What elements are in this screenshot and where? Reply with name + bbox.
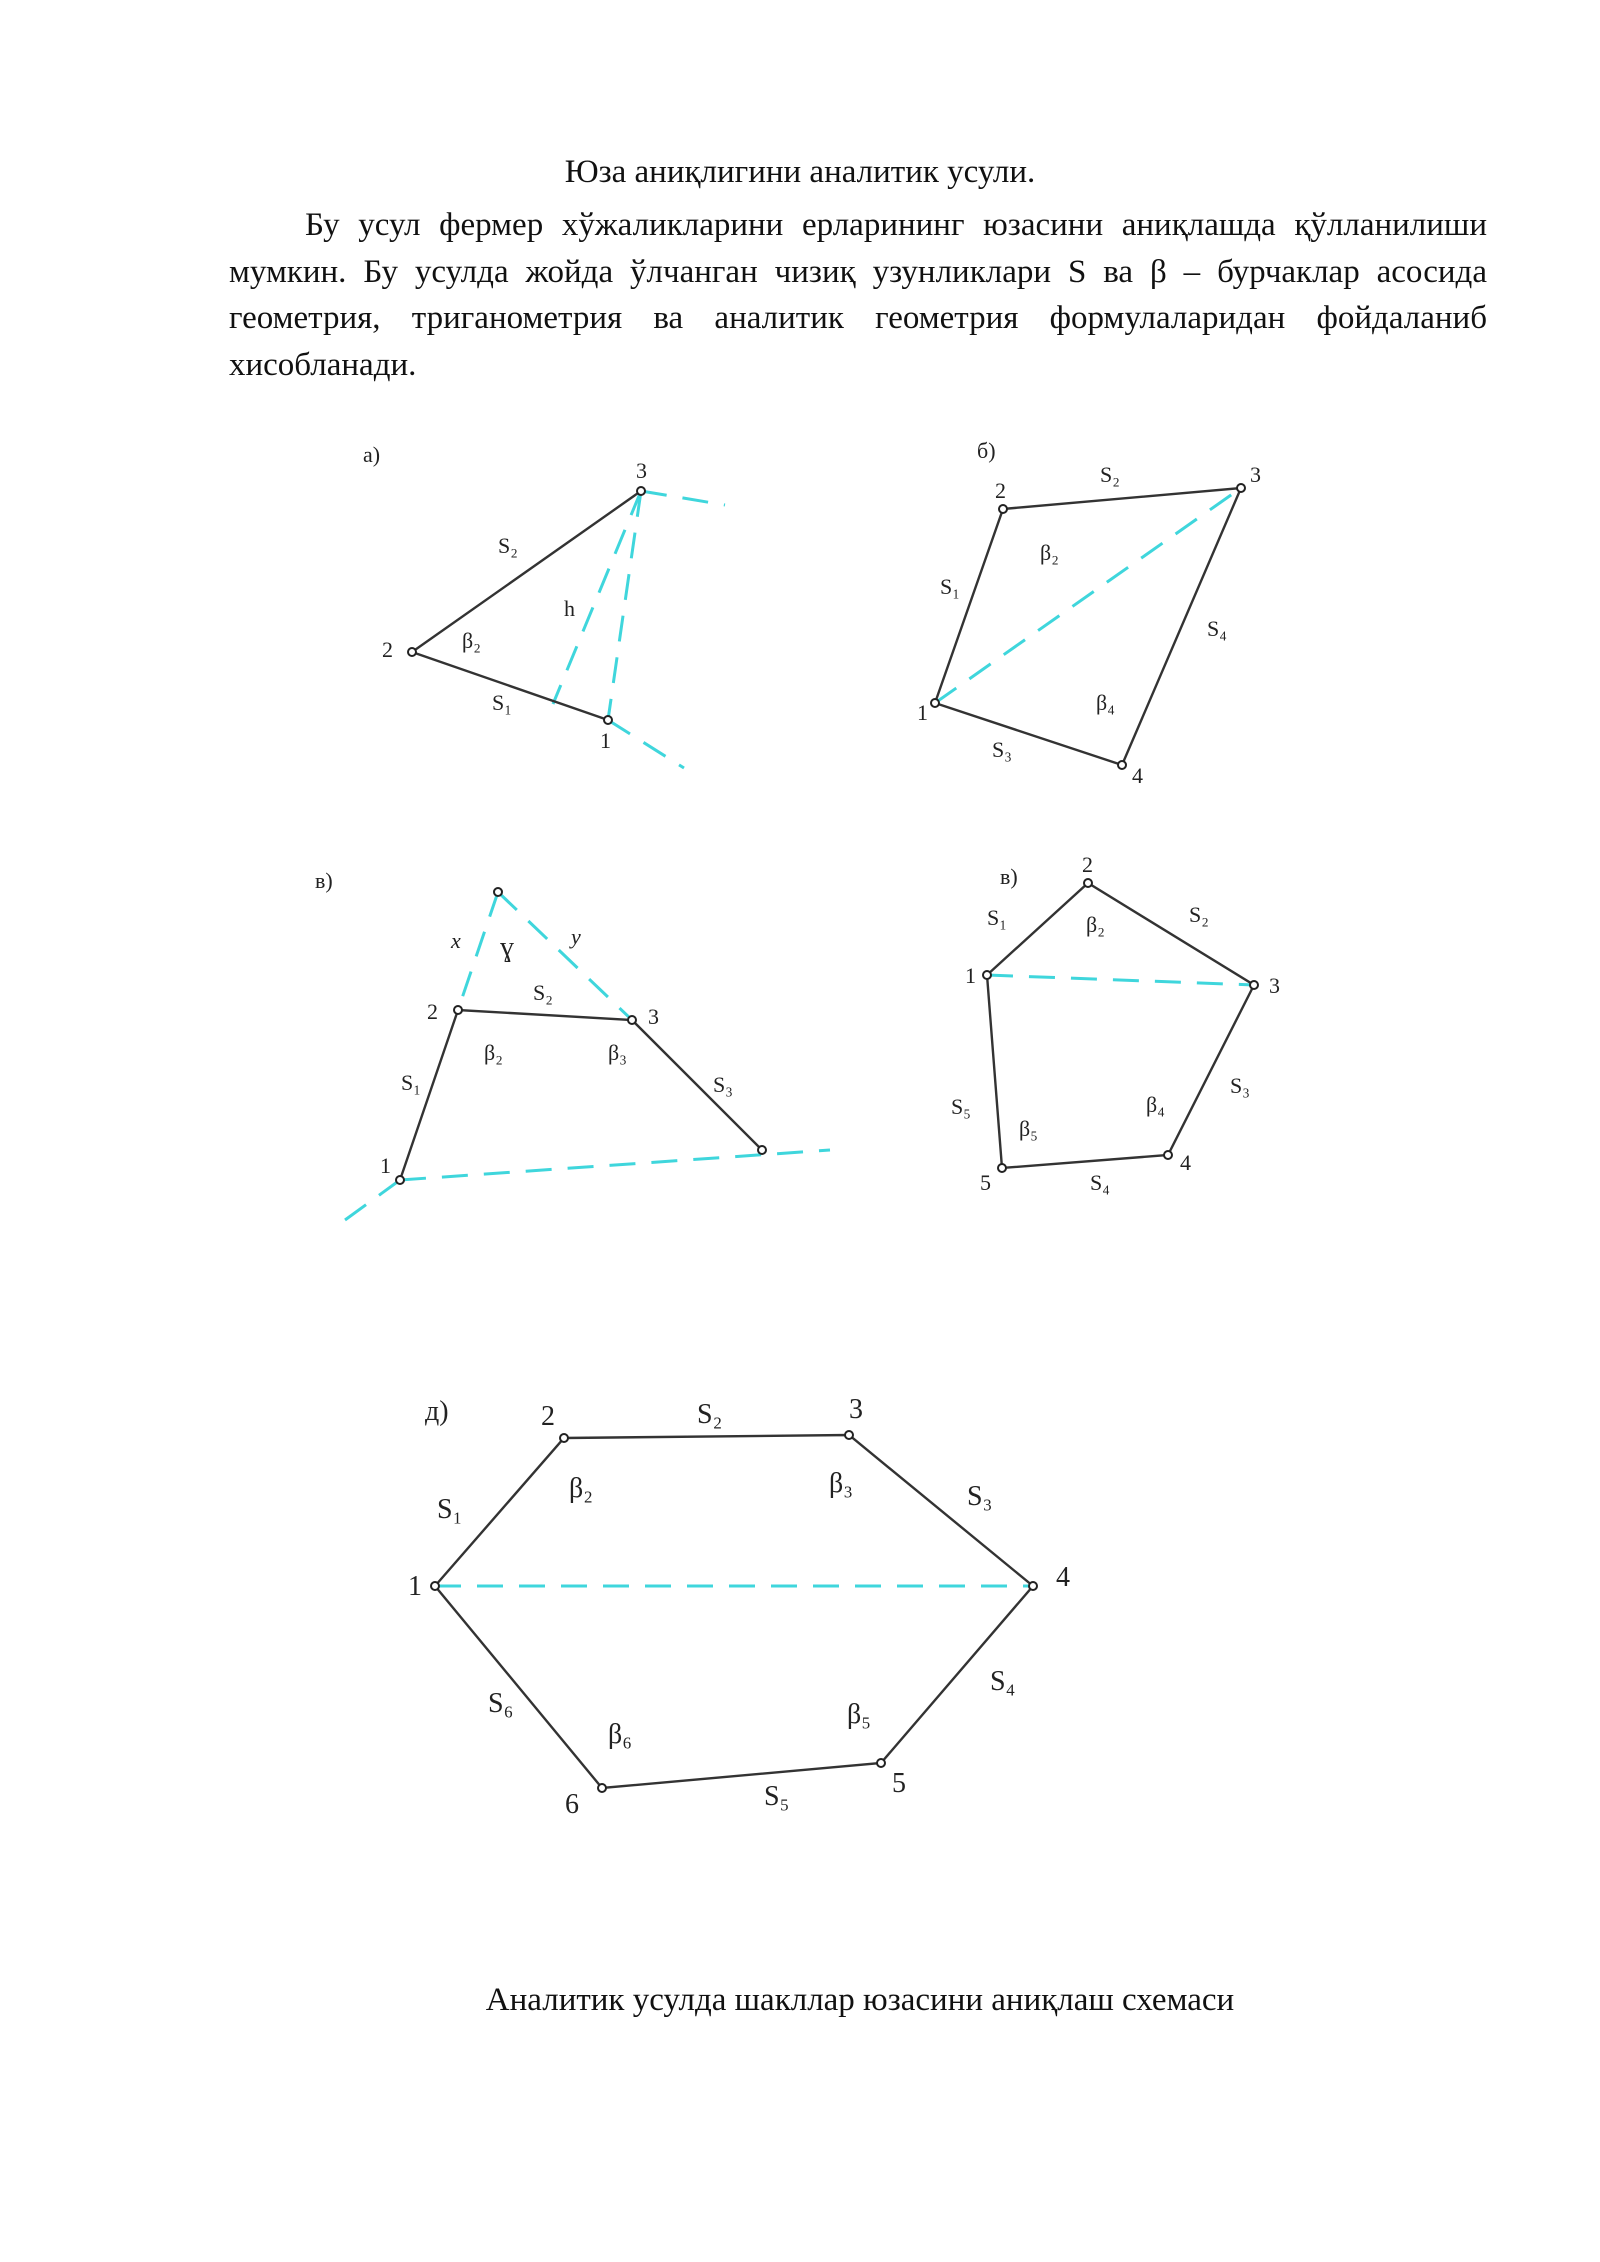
figure-b [917,438,1261,788]
figure-tag: в) [1000,864,1018,889]
polygon-sides [400,1010,762,1180]
figure-tag: д) [425,1396,449,1427]
point-label: 1 [917,700,928,725]
vertex-point [628,1016,636,1024]
vertex-point [1118,761,1126,769]
extension-line [641,491,725,505]
closing-line [400,1150,830,1180]
vertex-point [999,505,1007,513]
point-label: 5 [980,1170,991,1195]
side-label: S₁ [987,905,1007,930]
vertex-point [1164,1151,1172,1159]
side-label: S₃ [967,1481,993,1512]
vertex-point [604,716,612,724]
extension-line [608,720,684,768]
vertex-point [637,487,645,495]
vertex-point [408,648,416,656]
vertex-point [983,971,991,979]
vertex-point [598,1784,606,1792]
side-label: S₃ [992,737,1012,762]
vertex-point [1084,879,1092,887]
side-label: S₁ [401,1070,421,1095]
angle-label: β₃ [829,1468,854,1499]
construction-line [498,892,632,1020]
point-label: 2 [541,1401,555,1432]
quadrilateral-sides [935,488,1241,765]
figure-tag: в) [315,868,333,893]
point-label: 4 [1180,1150,1191,1175]
point-label: 3 [648,1004,659,1029]
side-label: S₁ [437,1494,463,1525]
vertex-point [1237,484,1245,492]
point-label: 2 [995,478,1006,503]
segment-label: y [571,924,581,949]
vertex-point [1250,981,1258,989]
side-label: S₁ [492,690,512,715]
point-label: 1 [965,963,976,988]
point-label: 1 [600,728,611,753]
figure-tag: б) [977,438,996,463]
figure-a [363,442,725,768]
side-label: S₃ [1230,1073,1250,1098]
figure-d [408,1394,1070,1820]
body-paragraph: Бу усул фермер хўжаликларини ерларининг юзасини аниқлашда қўлланилиши мумкин. Бу усулда жойда ўлчанган чизиқ узунликлари S ва β – бурчаклар асосида геометрия, триганометрия ва аналитик геометрия формулаларидан фойдаланиб хисобланади. [229,207,1487,383]
angle-label: β₂ [1040,540,1059,565]
side-label: S₁ [940,574,960,599]
side-label: S₅ [951,1094,971,1119]
angle-label: β₂ [484,1040,503,1065]
side-label: S₅ [764,1781,790,1812]
height-label: h [564,596,575,621]
point-label: 3 [636,458,647,483]
figure-tag: а) [363,442,381,467]
side-label: S₂ [533,980,553,1005]
diagonal-line [987,975,1254,985]
triangle-sides [412,491,641,720]
vertex-point [845,1431,853,1439]
side-label: S₃ [713,1072,733,1097]
point-label: 6 [565,1789,579,1820]
angle-label: ɣ [500,932,514,963]
angle-label: β₆ [608,1719,633,1750]
point-label: 5 [892,1768,906,1799]
point-label: 4 [1132,763,1143,788]
page-title: Юза аниқлигини аналитик усули. [564,154,1036,190]
side-label: S₂ [697,1399,723,1430]
angle-label: β₃ [608,1040,627,1065]
point-label: 2 [382,637,393,662]
vertex-point [758,1146,766,1154]
side-label: S₄ [990,1666,1016,1697]
side-label: S₂ [1189,902,1209,927]
side-label: S₂ [1100,462,1120,487]
point-label: 3 [1250,462,1261,487]
construction-line [458,892,498,1010]
height-line [608,491,641,720]
side-label: S₂ [498,533,518,558]
point-label: 2 [1082,852,1093,877]
vertex-point [931,699,939,707]
angle-label: β₂ [569,1473,594,1504]
vertex-point [396,1176,404,1184]
segment-label: x [451,928,461,953]
vertex-point [494,888,502,896]
angle-label: β₄ [1096,690,1115,715]
point-label: 4 [1056,1562,1070,1593]
vertex-point [560,1434,568,1442]
angle-label: β₂ [462,628,481,653]
vertex-point [877,1759,885,1767]
vertex-point [454,1006,462,1014]
extension-line [345,1180,400,1220]
vertex-point [1029,1582,1037,1590]
point-label: 1 [380,1153,391,1178]
vertex-point [998,1164,1006,1172]
side-label: S₄ [1090,1170,1110,1195]
figure-caption: Аналитик усулда шакллар юзасини аниқлаш схемаси [485,1982,1235,2018]
angle-label: β₅ [847,1699,872,1730]
point-label: 2 [427,999,438,1024]
angle-label: β₄ [1146,1092,1165,1117]
point-label: 3 [849,1394,863,1425]
hexagon-sides [435,1435,1033,1788]
point-label: 1 [408,1571,422,1602]
point-label: 3 [1269,973,1280,998]
vertex-point [431,1582,439,1590]
side-label: S₄ [1207,616,1227,641]
side-label: S₆ [488,1688,514,1719]
figure-v-right [951,852,1280,1195]
figure-v-left [315,868,830,1220]
angle-label: β₂ [1086,912,1105,937]
angle-label: β₅ [1019,1116,1038,1141]
